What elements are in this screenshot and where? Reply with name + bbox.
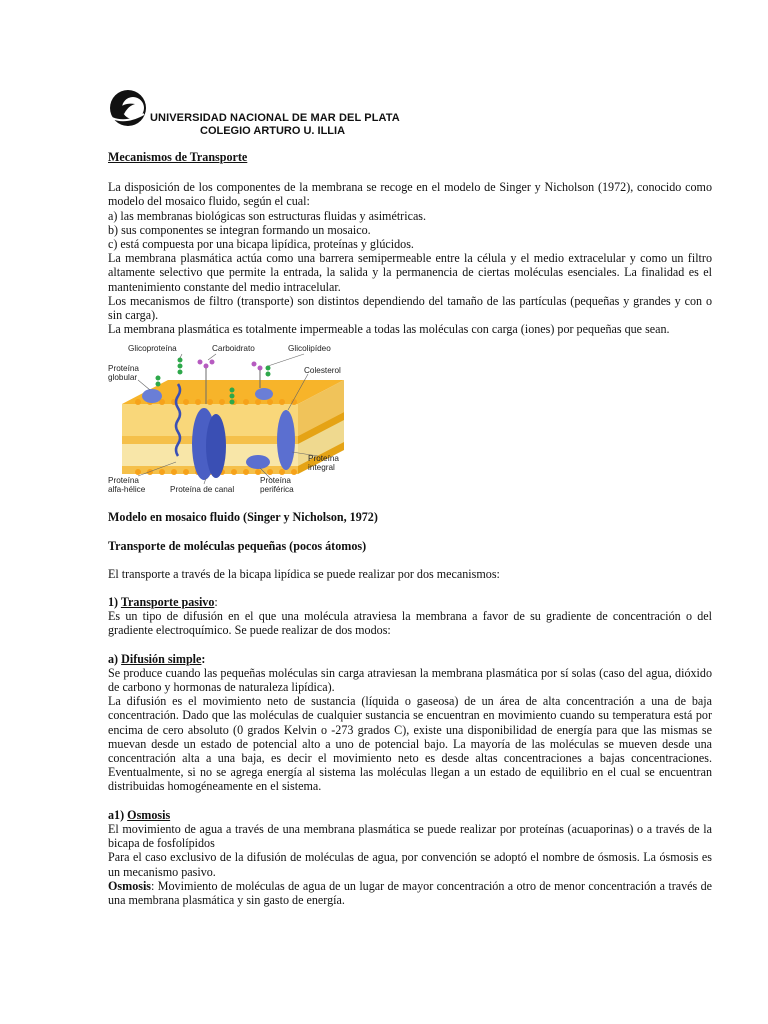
college-name: COLEGIO ARTURO U. ILLIA xyxy=(200,125,346,137)
label-colesterol: Colesterol xyxy=(304,366,341,376)
osmosis-heading xyxy=(108,808,712,822)
difusion-paragraph-1: Se produce cuando las pequeñas moléculas sin carga atraviesan la membrana plasmática por sí solas (caso del agua, dióxido de carbono y hormonas de naturaleza lipídica). xyxy=(108,665,712,695)
label-glicoproteina: Glicoproteína xyxy=(128,344,177,354)
list-item: a) las membranas biológicas son estructuras fluidas y asimétricas. xyxy=(108,208,427,223)
osmosis-definition xyxy=(108,879,712,907)
figure-caption: Modelo en mosaico fluido (Singer y Nicholson, 1972) xyxy=(108,510,378,525)
label-carboidrato: Carboidrato xyxy=(212,344,255,354)
osmosis-definition-term: Osmosis xyxy=(108,878,152,893)
osmosis-number: a1) xyxy=(108,807,128,822)
difusion-title: Difusión simple xyxy=(121,651,202,666)
label-proteina-integral-1: Proteína xyxy=(308,454,339,464)
university-name: UNIVERSIDAD NACIONAL DE MAR DEL PLATA xyxy=(150,112,400,124)
pasivo-number: 1) xyxy=(108,595,121,610)
mechanisms-intro: El transporte a través de la bicapa lipídica se puede realizar por dos mecanismos: xyxy=(108,566,500,581)
difusion-number: a) xyxy=(108,651,122,666)
pasivo-title: Transporte pasivo xyxy=(120,595,215,610)
difusion-paragraph-2: La difusión es el movimiento neto de sustancia (líquida o gaseosa) de un área de alta concentración a una de baja concentración. Dado que las moléculas de cualquier sustancia se encuentran en movimiento cuando su temperatura está por encima de cero absoluto (0 grados Kelvin o -273 grados C), existe una disponibilidad de energía para que las mismas se muevan desde un estado de potencial alto a uno de potencial bajo. La mayoría de las moléculas se mueven desde una concentración alta a una baja, es decir el movimiento neto es desde altas concentraciones a bajas concentraciones. Eventualmente, si no se agrega energía al sistema las moléculas llegan a un estado de equilibrio en el cual se encuentran distribuidas homogéneamente en el sistema. xyxy=(108,694,712,794)
list-item: c) está compuesta por una bicapa lipídica, proteínas y glúcidos. xyxy=(108,237,414,252)
osmosis-paragraph-1: El movimiento de agua a través de una membrana plasmática se puede realizar por proteínas (acuaporinas) o a través de la bicapa de fosfolípidos xyxy=(108,821,712,851)
osmosis-paragraph-2: Para el caso exclusivo de la difusión de moléculas de agua, por convención se adoptó el nombre de ósmosis. La ósmosis es un mecanismo pasivo. xyxy=(108,850,712,879)
label-glicolipideo: Glicolipídeo xyxy=(288,344,331,354)
pasivo-colon: : xyxy=(214,595,218,610)
label-proteina-periferica-1: Proteína xyxy=(260,476,291,486)
pasivo-heading xyxy=(108,595,712,609)
label-proteina-integral-2: integral xyxy=(308,463,335,473)
pasivo-paragraph: Es un tipo de difusión en el que una molécula atraviesa la membrana a favor de su gradiente de concentración o del gradiente electroquímico. Se puede realizar de dos modos: xyxy=(108,609,712,638)
osmosis-definition-text: : Movimiento de moléculas de agua de un lugar de mayor concentración a otro de menor concentración a través de una membrana plasmática y sin gasto de energía. xyxy=(108,878,712,907)
osmosis-title: Osmosis xyxy=(127,807,171,822)
label-proteina-canal: Proteína de canal xyxy=(170,485,235,495)
label-proteina-alfa-1: Proteína xyxy=(108,476,139,486)
impermeable-paragraph: La membrana plasmática es totalmente impermeable a todas las moléculas con carga (iones) por pequeñas que sean. xyxy=(108,322,670,337)
label-proteina-alfa-2: alfa-hélice xyxy=(108,485,146,495)
document-body xyxy=(108,150,712,907)
document-title: Mecanismos de Transporte xyxy=(108,150,248,164)
label-proteina-globular-1: Proteína xyxy=(108,364,139,374)
membrane-figure xyxy=(108,344,348,500)
label-proteina-globular-2: globular xyxy=(108,373,138,383)
intro-paragraph: La disposición de los componentes de la membrana se recoge en el modelo de Singer y Nicholson (1972), conocido como modelo del mosaico fluido, según el cual: xyxy=(108,180,712,209)
letterhead xyxy=(108,88,528,138)
filter-paragraph: Los mecanismos de filtro (transporte) son distintos dependiendo del tamaño de las partículas (pequeñas y grandes y con o sin carga). xyxy=(108,293,712,323)
list-item: b) sus componentes se integran formando un mosaico. xyxy=(108,222,371,237)
label-proteina-periferica-2: periférica xyxy=(260,485,294,495)
difusion-heading xyxy=(108,652,712,666)
university-logo xyxy=(108,88,148,128)
difusion-colon: : xyxy=(201,651,206,666)
membrane-paragraph: La membrana plasmática actúa como una barrera semipermeable entre la célula y el medio extracelular y como un filtro altamente selectivo que permite la entrada, la salida y la permanencia de ciertas moléculas esenciales. La finalidad es el mantenimiento constante del medio intracelular. xyxy=(108,251,712,294)
section-subtitle: Transporte de moléculas pequeñas (pocos átomos) xyxy=(108,538,367,553)
